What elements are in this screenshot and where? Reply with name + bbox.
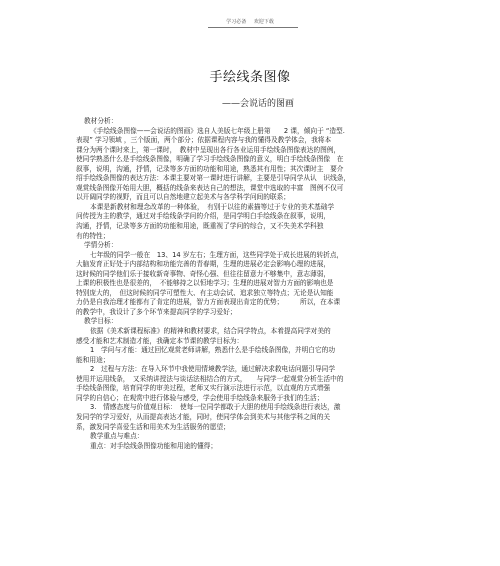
text-line: 沟通，抒情，记录等多方面的功能和用途，既重视了学问的综合，又不失美术学科独 <box>76 222 324 231</box>
text-line: 使用并运用线条， 又采纳讲授法与谈话法相结合的方式， 与同学一起观赏分析生活中的 <box>76 374 344 383</box>
text-line: 系，激发同学喜爱生活和用美术为生活服务的愿望； <box>76 422 230 431</box>
text-line: 2 过程与方法：在导入环节中我使用情境教学法，通过解决求救电话问题引导同学 <box>90 365 336 374</box>
text-line: 1 学问与才能：通过回忆观赏老师讲解，熟悉什么是手绘线条图像，并明白它的功 <box>90 346 336 355</box>
text-line: 教学目标： <box>84 317 118 326</box>
text-line: 重点：对手绘线条图像功能和用途的懂得； <box>90 441 218 450</box>
text-line: 以开阔同学的视野，而且可以自然地建立起美术与各学科学问间的联系； <box>76 193 290 202</box>
text-line: 问传授为主的教学，通过对手绘线条学问的介绍，是同学明白手绘线条在叙事，说明， <box>76 212 331 221</box>
text-line: 同学的自信心；在观赏中进行体验与感受，学会使用手绘线条来服务于我们的生活； <box>76 393 324 402</box>
header-rule <box>208 27 298 28</box>
text-line: 的教学中，我设计了多个环节来提高同学的学习爱好； <box>76 307 237 316</box>
text-line: 力仍是自我治理才能都有了肯定的进展，智力方面表现出肯定的优势； 所以，在本课 <box>76 298 341 307</box>
text-line: 叙事，说明，沟通，抒情，记录等多方面的功能和用途，熟悉其有用性；其次课时主 要介 <box>76 164 344 173</box>
text-line: 依据《美术新课程标准》的精神和教材要求，结合同学特点，本着提高同学对美的 <box>90 327 331 336</box>
page-header <box>0 18 500 25</box>
text-line: 教材分析： <box>84 117 118 125</box>
text-line: 课分为两个课时来上，第一课时， 教材中呈现出各行各业运用手绘线条图像表达的图例， <box>76 145 341 154</box>
text-line: 《手绘线条图像——会说话的图画》选自人美版七年级上册第 2 课，倾向于 “造型. <box>90 126 345 135</box>
header-left-text: 学习必备 <box>226 19 247 25</box>
header-right-text: 欢迎下载 <box>253 19 274 25</box>
text-line: 3. 情感态度与价值观目标： 使每一位同学都敢于大胆的使用手绘线条进行表达，激 <box>90 403 341 412</box>
text-line: 教学重点与难点： <box>90 432 144 441</box>
text-line: 观赏线条图像开始用大胆，概括的线条来表达自己的想法，课堂中选取的丰富 图例不仅可 <box>76 183 344 192</box>
text-line: 表现” 学习领域 ，三个版面，两个部分；依据课程内容与我的懂得及教学体会，我将本 <box>76 136 332 145</box>
text-line: 能和用途； <box>76 355 110 364</box>
text-line: 感受才能和艺术制造才能，我确定本节课的教学目标为： <box>76 336 244 345</box>
text-line: 学情分析： <box>84 241 118 250</box>
text-line: 大脑发育正好处于内部结构和功能完善的青春期，生理的进展必定会影响心理的进展， <box>76 260 331 269</box>
text-line: 有的特性； <box>76 231 110 240</box>
text-line: 七年级的同学一般在 13、14 岁左右；生理方面，这些同学处于成长进展的转折点， <box>90 250 344 259</box>
text-line: 特别庞大的， 但这时候的同学可塑性大、有主动会试、追求独立等特点；无论是认知能 <box>76 288 334 297</box>
text-line: 手绘线条图像，培育同学的审美过程，老师又实行演示法进行示范，以直观的方式增强 <box>76 384 331 393</box>
document-subtitle: ——会说话的图画 <box>222 99 295 109</box>
text-line: 使同学熟悉什么是手绘线条图像，明确了学习手绘线条图像的意义，明白手绘线条图像 在 <box>76 155 344 164</box>
text-line: 绍手绘线条图像的表达方法：本课主要对第一课时进行讲解，主要是引导同学从认 识线条， <box>76 174 351 183</box>
text-line: 本课是新教材和理念改革的一种体验， 有别于以往的素描等过于专业的美术基础学 <box>90 202 335 211</box>
text-line: 发同学的学习爱好，从而提高表达才能，同时，使同学体会到美术与其他学科之间的关 <box>76 412 331 421</box>
document-title: 手绘线条图像 <box>209 70 291 85</box>
text-line: 上课的积极性也是很差的， 不能够持之以恒地学习；生理的进展对智力方面的影响也是 <box>76 279 334 288</box>
text-line: 这时候的同学他们乐于接收新奇事物、奇怪心强、但往往留意力不够集中，意志薄弱， <box>76 269 331 278</box>
document-body <box>76 117 430 451</box>
